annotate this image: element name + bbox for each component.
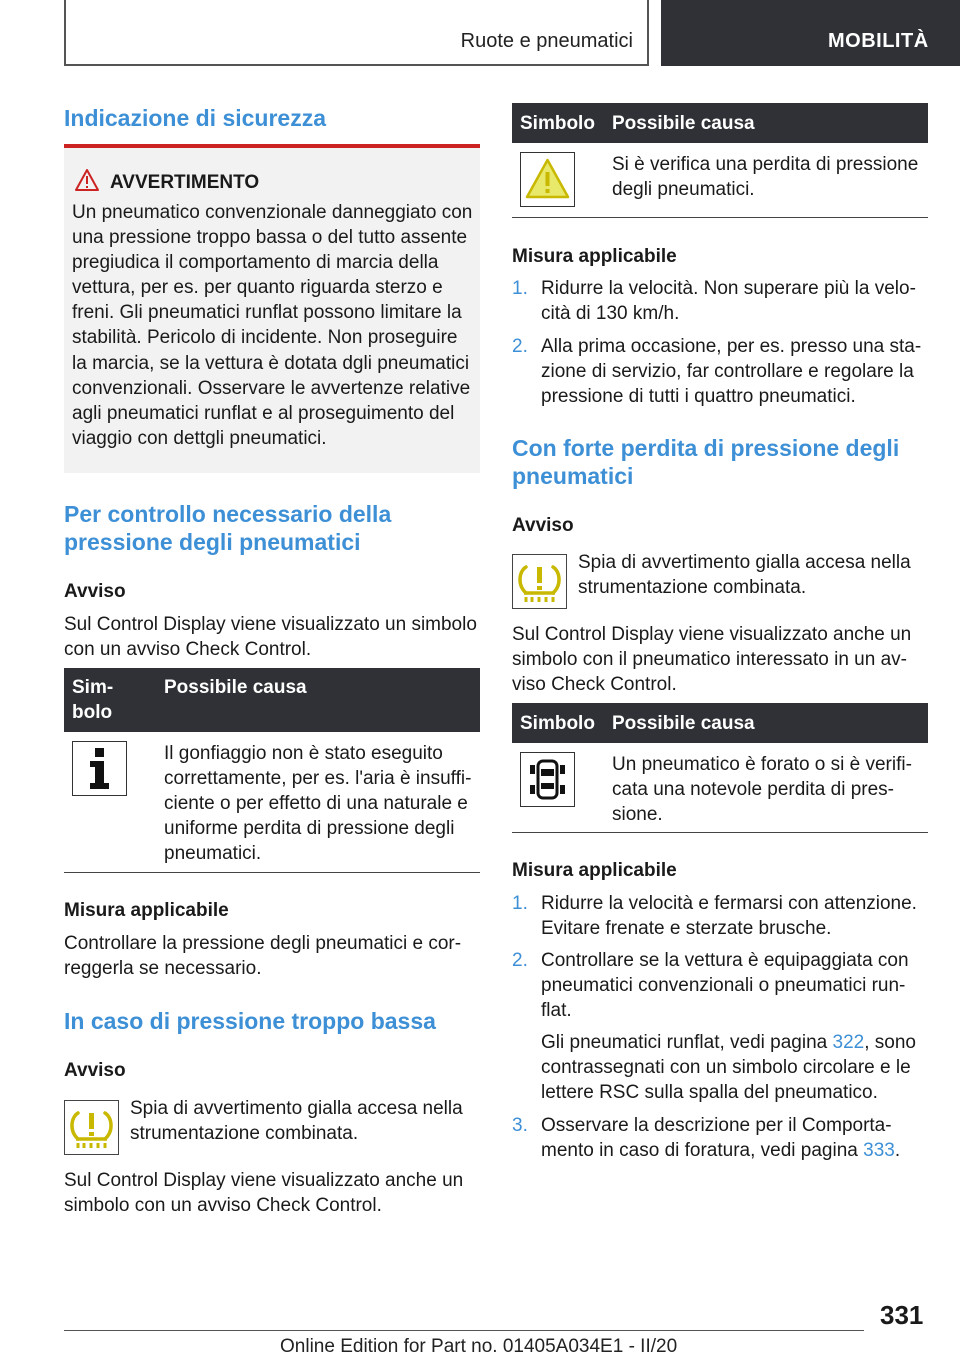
page-number: 331 (880, 1300, 924, 1330)
table-header (512, 703, 928, 743)
header-section-box (64, 0, 649, 66)
display-text: Sul Control Display viene visualizzato anche un simbolo con il pneumatico interessato in un av-viso Check Control. (512, 624, 912, 695)
list-item: Osservare la descrizione per il Comporta-mento in caso di foratura, vedi pagina 333. (541, 1115, 901, 1161)
avviso-label: Avviso (64, 581, 126, 602)
header-chapter-box (661, 0, 960, 66)
table-cell-cause: Si è verifica una perdita di pressione degli pneumatici. (612, 154, 919, 200)
heading-check-pressure-2: pressione degli pneumatici (64, 529, 361, 555)
list-number: 1. (512, 893, 528, 914)
avviso-label: Avviso (512, 515, 574, 536)
table-col-symbol: Simbolo (520, 113, 595, 134)
avviso-text: Sul Control Display viene visualizzato un simbolo con un avviso Check Control. (64, 614, 477, 660)
measure-text: Controllare la pressione degli pneumatici e cor-reggerla se necessario. (64, 933, 462, 979)
table-col-symbol-2: bolo (72, 702, 113, 723)
tire-pressure-warning-symbol (64, 1100, 119, 1155)
tire-pressure-warning-symbol (512, 554, 567, 609)
table-header (512, 103, 928, 143)
tire-pressure-icon (513, 555, 566, 608)
heading-safety: Indicazione di sicurezza (64, 105, 327, 131)
footer-edition: Online Edition for Part no. 01405A034E1 - II/20 (280, 1336, 678, 1357)
list-item: Alla prima occasione, per es. presso una sta-zione di servizio, far controllare e regolare la pressione di tutti i quattro pneumatici. (541, 336, 922, 407)
list-number: 2. (512, 336, 528, 357)
measure-title: Misura applicabile (64, 900, 229, 921)
avviso-label: Avviso (64, 1060, 126, 1081)
display-text: Sul Control Display viene visualizzato anche un simbolo con un avviso Check Control. (64, 1170, 464, 1216)
table-rule (512, 217, 928, 218)
heading-strong-loss-1: Con forte perdita di pressione degli (512, 435, 900, 461)
measure-title: Misura applicabile (512, 860, 677, 881)
warning-text: Un pneumatico convenzionale danneggiato con una pressione troppo bassa o del tutto assente pregiudica il comportamento di marcia della vettura, per es. per quanto riguarda sterzo e freni. Gli pneumatici runflat possono limitare la stabilità. Pericolo di incidente. Non proseguire la marcia, se la vettura è dotata dgli pneumatici convenzionali. Osservare le avvertenze relative agli pneumatici runflat e al proseguimento del viaggio con dettgli pneumatici. (72, 202, 473, 449)
table-header (64, 668, 480, 732)
page-link-322[interactable]: 322 (832, 1032, 865, 1053)
table-col-symbol-1: Sim- (72, 677, 114, 698)
warning-triangle-icon (74, 168, 100, 192)
warning-lamp-text: Spia di avvertimento gialla accesa nella strumentazione combinata. (578, 552, 911, 598)
list-number: 2. (512, 950, 528, 971)
list-item: Controllare se la vettura è equipaggiata con pneumatici convenzionali o pneumatici run-flat. (541, 950, 909, 1021)
general-warning-symbol (520, 152, 575, 207)
footer-rule (64, 1330, 864, 1331)
measure-title: Misura applicabile (512, 246, 677, 267)
table-rule (64, 872, 480, 873)
car-tire-icon (521, 753, 574, 806)
table-col-symbol: Simbolo (520, 713, 595, 734)
warning-box (64, 144, 480, 473)
page-link-333[interactable]: 333 (863, 1140, 895, 1161)
tire-pressure-icon (65, 1101, 118, 1154)
list-item-note: Gli pneumatici runflat, vedi pagina 322, sono contrassegnati con un simbolo circolare e le lettere RSC sulla spalla del pneumatico. (541, 1032, 916, 1103)
heading-strong-loss-2: pneumatici (512, 463, 634, 489)
table-cell-cause: Il gonfiaggio non è stato eseguito correttamente, per es. l'aria è insuffi-ciente o per effetto di una naturale e uniforme perdita di pressione degli pneumatici. (164, 743, 472, 864)
table-rule (512, 832, 928, 833)
list-number: 1. (512, 278, 528, 299)
list-item: Ridurre la velocità e fermarsi con attenzione. Evitare frenate e sterzate brusche. (541, 893, 917, 939)
table-col-cause: Possibile causa (164, 677, 307, 698)
car-tire-symbol (520, 752, 575, 807)
section-title: Ruote e pneumatici (460, 30, 633, 52)
info-symbol (72, 741, 127, 796)
yellow-triangle-icon (521, 153, 574, 206)
chapter-title: MOBILITÀ (828, 30, 929, 52)
table-col-cause: Possibile causa (612, 113, 755, 134)
warning-lamp-text: Spia di avvertimento gialla accesa nella strumentazione combinata. (130, 1098, 463, 1144)
heading-check-pressure-1: Per controllo necessario della (64, 501, 392, 527)
table-col-cause: Possibile causa (612, 713, 755, 734)
warning-title: AVVERTIMENTO (110, 172, 260, 193)
list-item: Ridurre la velocità. Non superare più la velo-cità di 130 km/h. (541, 278, 916, 324)
table-cell-cause: Un pneumatico è forato o si è verifi-cata una notevole perdita di pres-sione. (612, 754, 912, 825)
list-number: 3. (512, 1115, 528, 1136)
info-icon (73, 742, 126, 795)
heading-low-pressure: In caso di pressione troppo bassa (64, 1008, 436, 1034)
